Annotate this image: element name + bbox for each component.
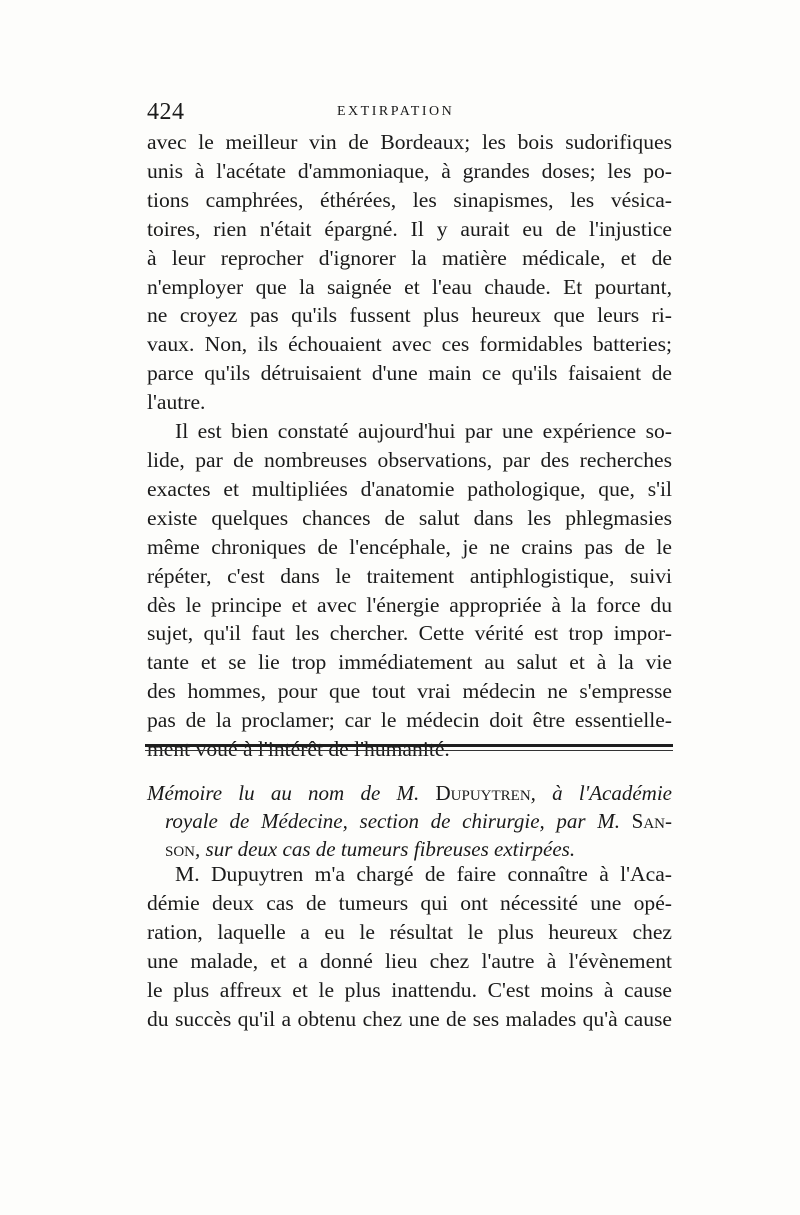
author-name: Dupuytren [435, 781, 531, 805]
text-line: du succès qu'il a obtenu chez une de ses malades qu'à cause [147, 1006, 672, 1031]
main-text [147, 128, 672, 764]
title-line [147, 835, 672, 863]
text-line: une malade, et a donné lieu chez l'autre à l'évènement [147, 948, 672, 973]
text-line: dès le principe et avec l'énergie appropriée à la force du [147, 592, 672, 617]
text-line: répéter, c'est dans le traitement antiphlogistique, suivi [147, 563, 672, 588]
text-line: Il est bien constaté aujourd'hui par une expérience so- [175, 419, 672, 444]
author-name: son [165, 837, 196, 861]
text-line: toires, rien n'était épargné. Il y aurait eu de l'injustice [147, 216, 672, 241]
text-line: vaux. Non, ils échouaient avec ces formidables batteries; [147, 332, 672, 357]
main-text-continued [147, 860, 672, 1033]
title-text: , à l'Académie [530, 781, 673, 805]
text-line: ration, laquelle a eu le résultat le plus heureux chez [147, 919, 672, 944]
section-title [147, 779, 672, 863]
text-line: parce qu'ils détruisaient d'une main ce qu'ils faisaient de [147, 361, 672, 386]
page-number: 424 [147, 99, 185, 125]
text-line: tante et se lie trop immédiatement au salut et à la vie [147, 650, 672, 675]
text-line: le plus affreux et le plus inattendu. C'est moins à cause [147, 977, 672, 1002]
page-header [147, 99, 672, 129]
text-line: n'employer que la saignée et l'eau chaude. Et pourtant, [147, 274, 672, 299]
running-head: EXTIRPATION [337, 104, 455, 119]
text-line: démie deux cas de tumeurs qui ont nécessité une opé- [147, 890, 672, 915]
text-line: ne croyez pas qu'ils fussent plus heureux que leurs ri- [147, 303, 672, 328]
text-line: l'autre. [147, 390, 206, 415]
text-line: avec le meilleur vin de Bordeaux; les bois sudorifiques [147, 130, 672, 154]
text-line: des hommes, pour que tout vrai médecin ne s'empresse [147, 679, 672, 704]
title-text: , sur deux cas de tumeurs fibreuses extirpées. [195, 837, 576, 861]
text-line: tions camphrées, éthérées, les sinapismes, les vésica- [147, 187, 672, 212]
paragraph-1 [147, 128, 672, 417]
text-line: exactes et multipliées d'anatomie pathologique, que, s'il [147, 476, 672, 501]
paragraph-3 [147, 860, 672, 1033]
paragraph-2 [147, 417, 672, 764]
text-line: unis à l'acétate d'ammoniaque, à grandes doses; les po- [147, 158, 672, 183]
title-text: royale de Médecine, section de chirurgie, par M. [165, 809, 632, 833]
title-text: Mémoire lu au nom de M. [147, 781, 436, 805]
text-line: existe quelques chances de salut dans les phlegmasies [147, 505, 672, 530]
divider-thin-rule [145, 750, 673, 751]
text-line: même chroniques de l'encéphale, je ne crains pas de le [147, 534, 672, 559]
text-line: M. Dupuytren m'a chargé de faire connaître à l'Aca- [175, 862, 672, 886]
author-name: San- [631, 809, 672, 833]
title-line [147, 807, 672, 835]
title-line [147, 779, 672, 807]
text-line: sujet, qu'il faut les chercher. Cette vérité est trop impor- [147, 621, 672, 646]
text-line: à leur reprocher d'ignorer la matière médicale, et de [147, 245, 672, 270]
section-divider [145, 744, 673, 751]
text-line: lide, par de nombreuses observations, par des recherches [147, 447, 672, 472]
text-line: pas de la proclamer; car le médecin doit être essentielle- [147, 708, 672, 733]
